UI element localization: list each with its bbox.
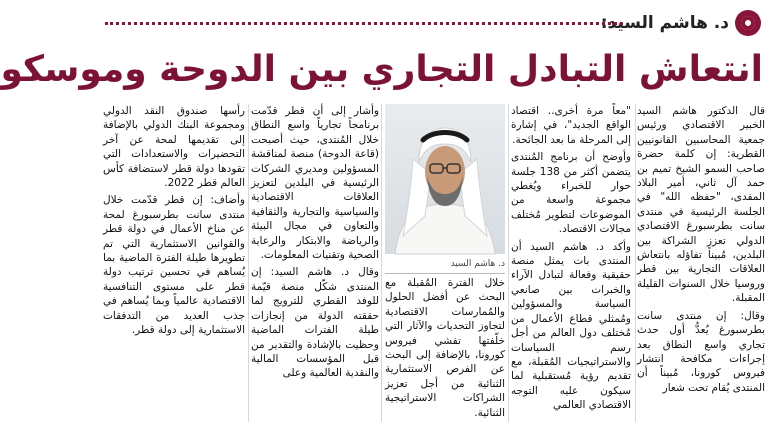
column-divider [381, 104, 382, 422]
byline-divider [105, 22, 623, 25]
paragraph: وقال: إن منتدى سانت بطرسبورغ يُعدُّ أول حدث تجاري واسع النطاق بعد إجراءات مكافحة انتشار فيروس كورونا، مُبيناً أن المنتدى يُقام تحت شعار [637, 309, 765, 394]
paragraph: وأوضح أن برنامج المُنتدى يتضمن أكثر من 138 جلسة حوار للخبراء ويُغطي مجموعة واسعة من الموضوعات لتطوير مُختلف مجالات الاقتصاد. [511, 151, 631, 236]
caption-divider [385, 273, 505, 274]
logo-icon [735, 10, 761, 36]
article-column-2 [511, 104, 631, 424]
paragraph: "معاً مرة أخرى.. اقتصاد الواقع الجديد"، في إشارة إلى المرحلة ما بعد الجائحة. [511, 105, 631, 146]
paragraph: وقال د. هاشم السيد: إن المنتدى شكّل منصة قيّمة للوفد القطري للترويج لما حققته الدولة من إنجازات طيلة الفترات الماضية وحظيت بالإشادة والتقدير من قبل المؤسسات المالية والنقدية العالمية وعلى [251, 266, 379, 380]
paragraph: وأكد د. هاشم السيد أن المنتدى بات يمثل منصة حقيقية وفعالة لتبادل الآراء والخبرات بين صانعي السياسة والمسؤولين ومُمثلي قطاع الأعمال من مُختلف دول العالم من أجل رسم السياسات والاستراتيجيات المُقبلة، مع تقديم رؤية مُستقبلية لما سيكون عليه التوجه الاقتصادي العالمي [511, 240, 631, 412]
column-divider [508, 104, 509, 422]
paragraph: وأشار إلى أن قطر قدّمت برنامجاً تجارياً واسع النطاق خلال المُنتدى، حيث أصبحت (قاعة الدوحة) منصة لمناقشة المسؤولين ومديري الشركات الرئيسية في البلدين لتعزيز العلاقات الاقتصادية والسياسية والتجارية والثقافية والتعاون في مجال البيئة والرياضة والابتكار والرعاية الصحية وتقنيات المعلومات. [251, 105, 379, 262]
headline: انتعاش التبادل التجاري بين الدوحة وموسكو [0, 49, 763, 90]
paragraph: رأسها صندوق النقد الدولي ومجموعة البنك الدولي بالإضافة إلى تقديمها لمحة عن آخر التحضيرات والاستعدادات التي تقودها دولة قطر لاستضافة كأس العالم قطر 2022. [103, 105, 245, 190]
byline [601, 8, 761, 38]
author-photo [385, 104, 505, 254]
paragraph: وأضاف: إن قطر قدّمت خلال منتدى سانت بطرسبورغ لمحة عن مناخ الأعمال في دولة قطر والقوانين الاستثمارية التي تم تطويرها طيلة الفترة الماضية بما يُساهم في تحسين ترتيب دولة قطر على مستوى التنافسية الاقتصادية عالمياً وبما يُساهم في جذب العديد من التدفقات الاستثمارية إلى دولة قطر. [103, 194, 245, 337]
portrait-illustration [385, 104, 505, 254]
article-column-5 [103, 104, 245, 424]
paragraph: قال الدكتور هاشم السيد الخبير الاقتصادي ورئيس جمعية المحاسبين القانونيين القطرية: إن كلمة حضرة صاحب السمو الشيخ تميم بن حمد آل ثاني، أمير البلاد المفدى، "حفظه الله" في الجلسة الرئيسية في منتدى سانت بطرسبورغ الاقتصادي الدولي تعزز الشراكة بين البلدين، مُبيناً تفاؤله بانتعاش العلاقات التجارية بين قطر وروسيا خلال السنوات القليلة المقبلة. [637, 105, 765, 305]
column-divider [635, 104, 636, 422]
article-column-1 [637, 104, 765, 424]
paragraph: خلال الفترة المُقبلة مع البحث عن أفضل الحلول والمُمارسات الاقتصادية لتجاوز التحديات والآثار التي خلّفتها تفشي فيروس كورونا، بالإضافة إلى البحث عن الفرص الاستثمارية الثنائية من أجل تعزيز الشراكات الاستراتيجية الثنائية. [385, 277, 505, 419]
column-divider [248, 104, 249, 422]
article-column-4 [251, 104, 379, 424]
photo-caption: د. هاشم السيد [450, 259, 505, 269]
author-name: د. هاشم السيد: [600, 13, 729, 33]
article-column-3 [385, 276, 505, 446]
